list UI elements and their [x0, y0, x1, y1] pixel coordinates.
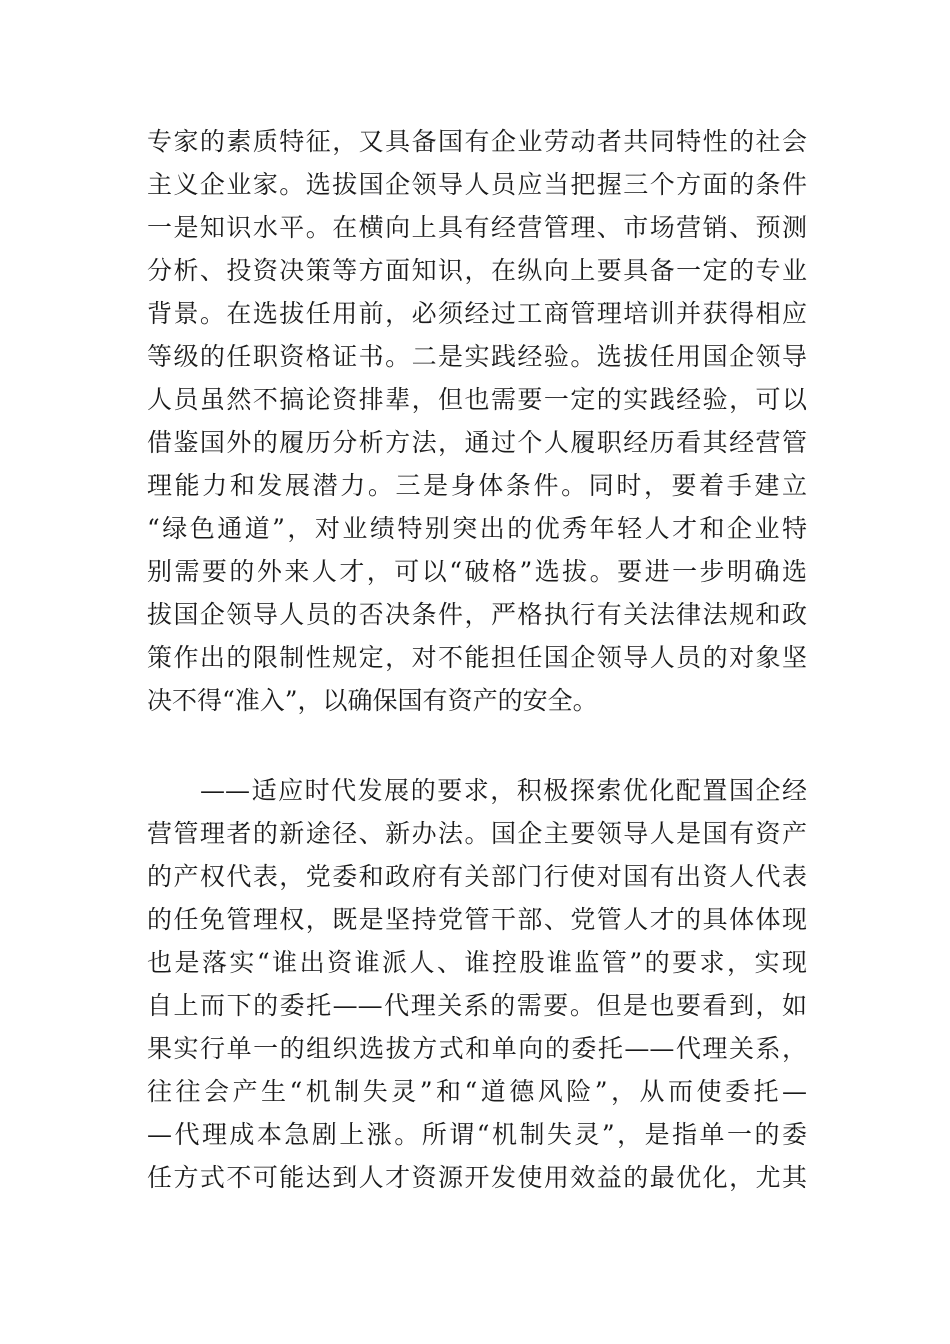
- text-line: 专家的素质特征，又具备国有企业劳动者共同特性的社会: [147, 127, 807, 156]
- text-line: 的产权代表，党委和政府有关部门行使对国有出资人代表: [147, 862, 807, 891]
- text-line: 往往会产生“机制失灵”和“道德风险”，从而使委托—: [147, 1077, 807, 1106]
- text-line: 分析、投资决策等方面知识，在纵向上要具备一定的专业: [147, 256, 807, 285]
- text-line: 营管理者的新途径、新办法。国企主要领导人是国有资产: [147, 819, 807, 848]
- text-line: 一是知识水平。在横向上具有经营管理、市场营销、预测: [147, 213, 807, 242]
- paragraph-1: [147, 120, 807, 722]
- text-line: 背景。在选拔任用前，必须经过工商管理培训并获得相应: [147, 299, 807, 328]
- paragraph-2: [147, 769, 807, 1199]
- text-line: —代理成本急剧上涨。所谓“机制失灵”，是指单一的委: [147, 1120, 807, 1149]
- text-line: ——适应时代发展的要求，积极探索优化配置国企经: [147, 776, 807, 805]
- text-line: “绿色通道”，对业绩特别突出的优秀年轻人才和企业特: [147, 514, 807, 543]
- text-line: 任方式不可能达到人才资源开发使用效益的最优化，尤其: [147, 1163, 807, 1192]
- text-line: 等级的任职资格证书。二是实践经验。选拔任用国企领导: [147, 342, 807, 371]
- text-line: 策作出的限制性规定，对不能担任国企领导人员的对象坚: [147, 643, 807, 672]
- text-line: 果实行单一的组织选拔方式和单向的委托——代理关系，: [147, 1034, 807, 1063]
- text-line: 借鉴国外的履历分析方法，通过个人履职经历看其经营管: [147, 428, 807, 457]
- text-line: 也是落实“谁出资谁派人、谁控股谁监管”的要求，实现: [147, 948, 807, 977]
- text-line: 决不得“准入”，以确保国有资产的安全。: [147, 686, 598, 715]
- text-line: 主义企业家。选拔国企领导人员应当把握三个方面的条件: [147, 170, 807, 199]
- text-line: 的任免管理权，既是坚持党管干部、党管人才的具体体现: [147, 905, 807, 934]
- text-line: 人员虽然不搞论资排辈，但也需要一定的实践经验，可以: [147, 385, 807, 414]
- text-line: 别需要的外来人才，可以“破格”选拔。要进一步明确选: [147, 557, 807, 586]
- text-line: 自上而下的委托——代理关系的需要。但是也要看到，如: [147, 991, 807, 1020]
- text-line: 拔国企领导人员的否决条件，严格执行有关法律法规和政: [147, 600, 807, 629]
- text-line: 理能力和发展潜力。三是身体条件。同时，要着手建立: [147, 471, 807, 500]
